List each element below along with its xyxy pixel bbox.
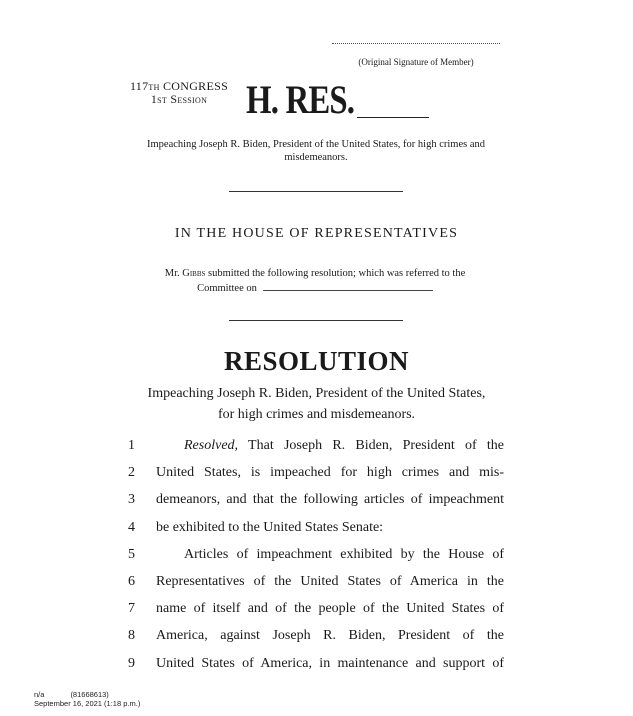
line-number: 6 [128, 573, 135, 589]
line-text: United States, is impeached for high crimes and mis- [156, 465, 504, 481]
committee-label: Committee on [197, 283, 257, 294]
line-text: Representatives of the United States of America in the [156, 573, 504, 589]
line-number: 1 [128, 438, 135, 453]
subtitle-line-2: for high crimes and misdemeanors. [217, 407, 416, 422]
footer-code: n/a [34, 690, 45, 699]
sponsor-name: Gibbs [182, 268, 206, 279]
body-line [128, 436, 504, 463]
document-footer [34, 690, 140, 708]
line-text: America, against Joseph R. Biden, President of the [156, 628, 504, 644]
line-number: 9 [128, 655, 135, 671]
body-line [128, 518, 504, 545]
resolution-subtitle [110, 383, 523, 425]
resolved-clause: Resolved, [184, 438, 239, 453]
bill-type: H. RES. [246, 77, 355, 122]
line-number: 8 [128, 628, 135, 644]
line-text: Articles of impeachment exhibited by the House of [184, 546, 504, 562]
footer-date: September 16, 2021 (1:18 p.m.) [34, 699, 141, 708]
line-text: be exhibited to the United States Senate: [156, 519, 384, 535]
body-line [128, 654, 504, 681]
introduction-text [120, 267, 510, 295]
line-number: 5 [128, 546, 135, 562]
line-text: United States of America, in maintenance and support of [156, 655, 504, 671]
line-text: demeanors, and that the following articles of impeachment [156, 492, 504, 508]
divider-top [229, 191, 403, 192]
resolution-body [128, 436, 504, 681]
footer-doc-id: (81668613) [70, 690, 109, 699]
line-number: 7 [128, 601, 135, 617]
congress-number: 117th CONGRESS [129, 79, 229, 93]
session-label: 1st Session [150, 92, 208, 106]
body-line [128, 490, 504, 517]
body-line [128, 572, 504, 599]
chamber-heading: IN THE HOUSE OF REPRESENTATIVES [174, 226, 459, 241]
sponsor-prefix: Mr. [164, 268, 180, 279]
resolution-heading: RESOLUTION [223, 346, 410, 376]
signature-line [332, 43, 500, 44]
subtitle-line-1: Impeaching Joseph R. Biden, President of the United States, [147, 386, 486, 401]
body-line [128, 626, 504, 653]
line-number: 2 [128, 465, 135, 481]
committee-blank [263, 280, 433, 291]
line-number: 3 [128, 492, 135, 508]
line-text: name of itself and of the people of the United States of [156, 601, 504, 617]
line-text: Resolved, That Joseph R. Biden, President of the [184, 438, 505, 453]
body-line [128, 463, 504, 490]
bill-number-blank [357, 117, 429, 118]
signature-caption: (Original Signature of Member) [358, 57, 474, 67]
short-title: Impeaching Joseph R. Biden, President of the United States, for high crimes and misdemeanors. [147, 139, 485, 163]
line-number: 4 [128, 519, 135, 535]
body-line [128, 545, 504, 572]
divider-bottom [229, 320, 403, 321]
introduction-action: submitted the following resolution; which was referred to the [208, 268, 466, 279]
congress-block [118, 80, 240, 106]
body-line [128, 599, 504, 626]
